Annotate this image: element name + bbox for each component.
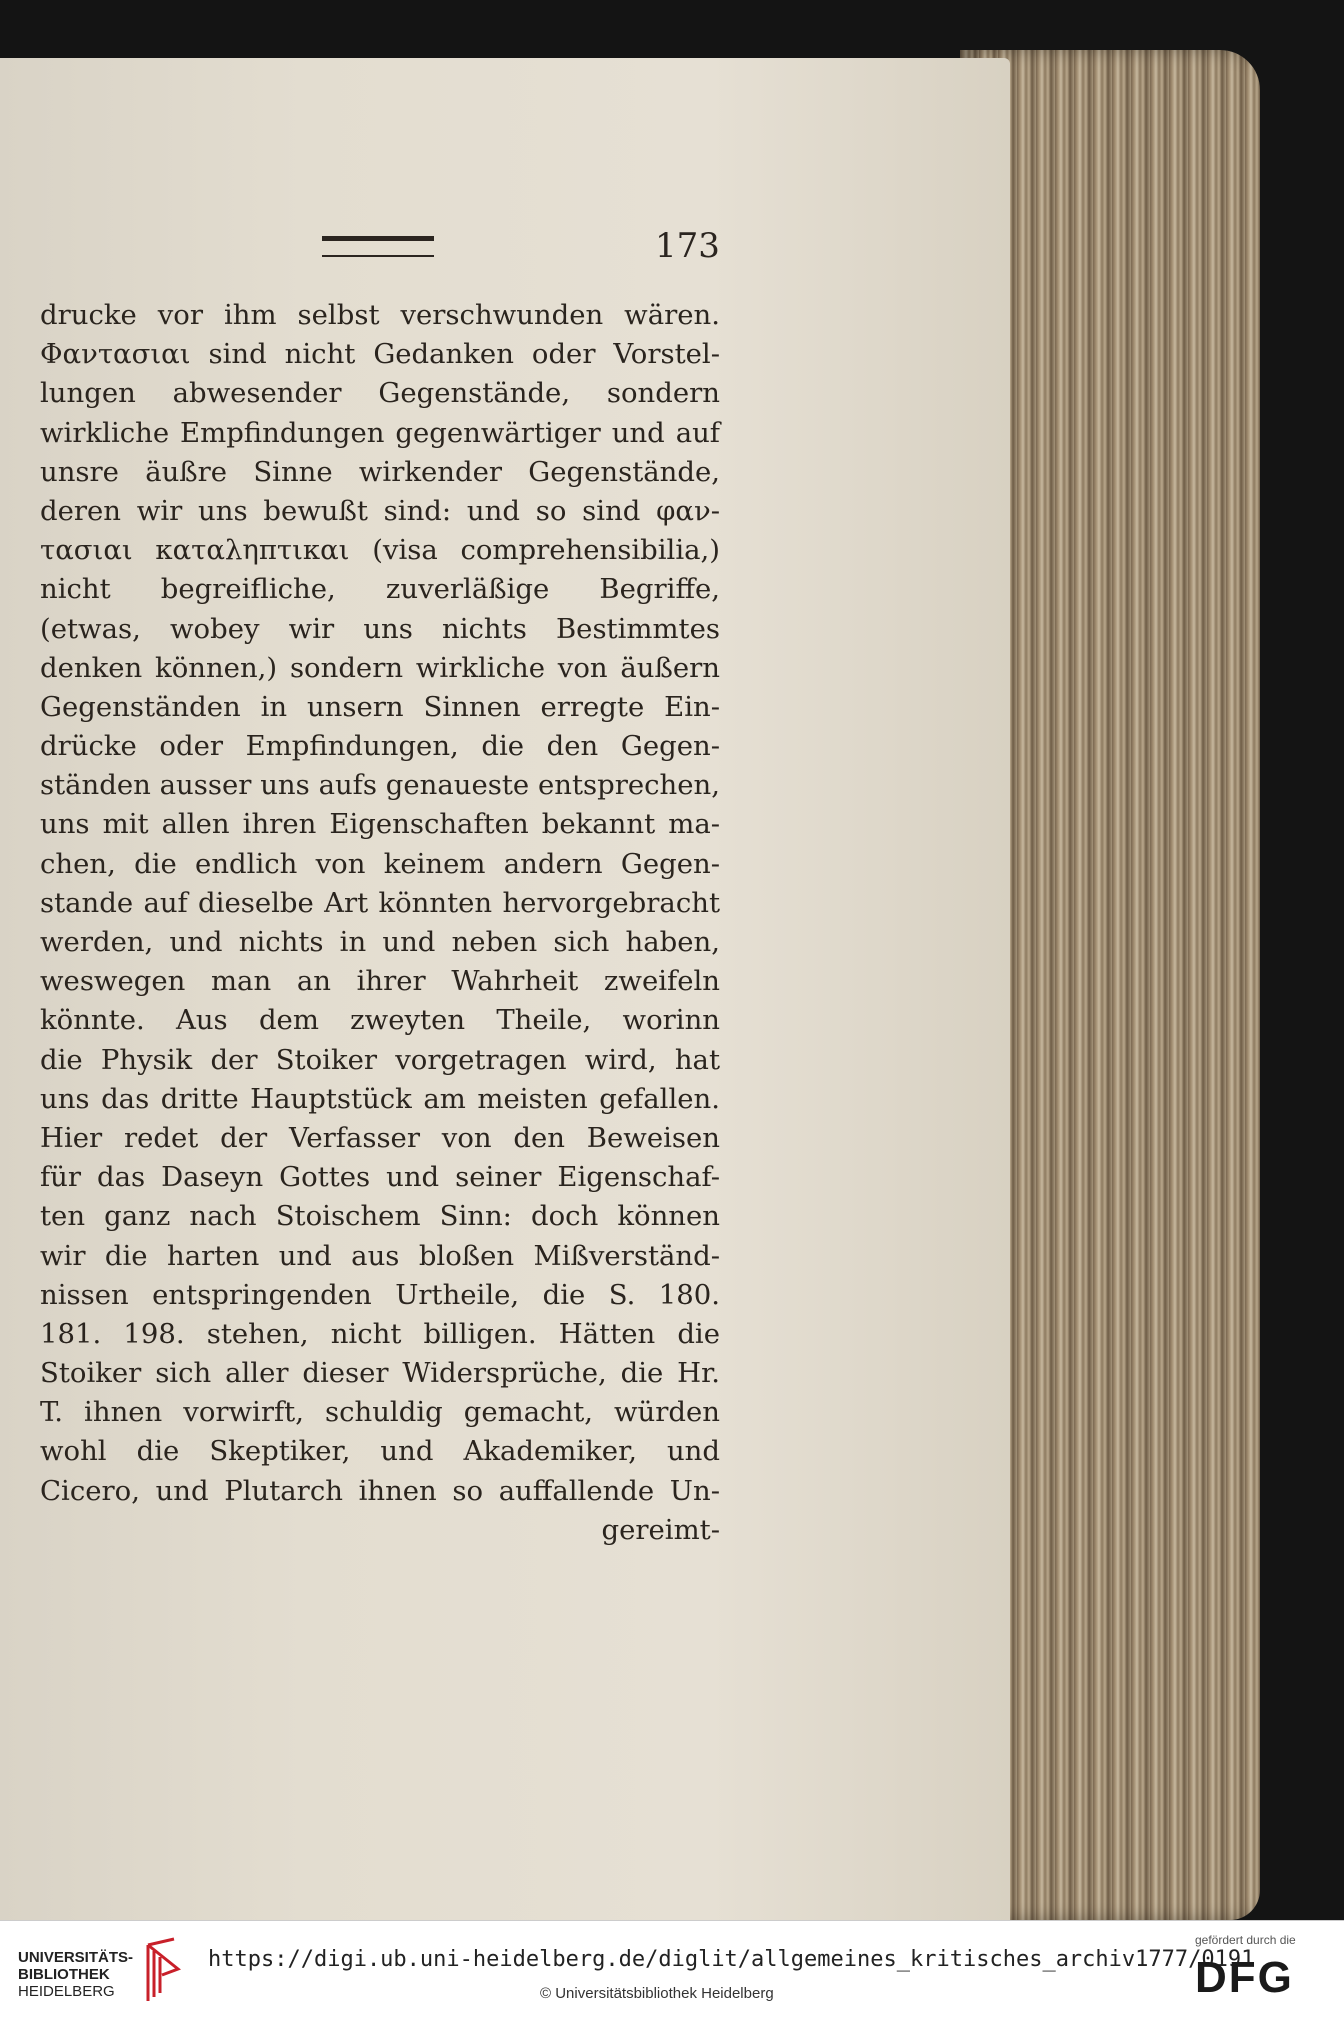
text-line: weswegen man an ihrer Wahrheit zweifeln bbox=[40, 965, 720, 998]
text-line: T. ihnen vorwirft, schuldig gemacht, würden bbox=[40, 1396, 720, 1429]
text-line: könnte. Aus dem zweyten Theile, worinn bbox=[40, 1004, 720, 1037]
text-line: Gegenständen in unsern Sinnen erregte Ein- bbox=[40, 690, 720, 723]
text-line: wirkliche Empfindungen gegenwärtiger und auf bbox=[40, 416, 720, 449]
text-line: Φαντασιαι sind nicht Gedanken oder Vorstel- bbox=[40, 338, 720, 371]
text-line: die Physik der Stoiker vorgetragen wird, hat bbox=[40, 1043, 720, 1076]
text-line: drucke vor ihm selbst verschwunden wären. bbox=[40, 299, 720, 331]
library-logo-icon bbox=[140, 1935, 182, 2005]
text-line: chen, die endlich von keinem andern Gegen- bbox=[40, 847, 720, 880]
library-name-line3: HEIDELBERG bbox=[18, 1983, 115, 2000]
text-line: (etwas, wobey wir uns nichts Bestimmtes bbox=[40, 612, 720, 645]
text-line: ten ganz nach Stoischem Sinn: doch können bbox=[40, 1200, 720, 1233]
funded-by-label: gefördert durch die bbox=[1195, 1933, 1296, 1947]
text-line: gereimt- bbox=[601, 1513, 720, 1546]
text-line: deren wir uns bewußt sind: und so sind φαν- bbox=[40, 494, 720, 527]
text-line: uns das dritte Hauptstück am meisten gefallen. bbox=[40, 1082, 720, 1115]
page-number: 173 bbox=[655, 226, 720, 266]
text-line: drücke oder Empfindungen, die den Gegen- bbox=[40, 730, 720, 763]
library-name bbox=[18, 1949, 133, 2000]
header-rule bbox=[322, 236, 434, 257]
text-line: lungen abwesender Gegenstände, sondern bbox=[40, 377, 720, 410]
text-line: wohl die Skeptiker, und Akademiker, und bbox=[40, 1435, 720, 1468]
text-line: unsre äußre Sinne wirkender Gegenstände, bbox=[40, 455, 720, 488]
text-line: Cicero, und Plutarch ihnen so auffallende Un- bbox=[40, 1474, 720, 1507]
text-line: für das Daseyn Gottes und seiner Eigenschaf- bbox=[40, 1161, 720, 1194]
text-line: 181. 198. stehen, nicht billigen. Hätten die bbox=[40, 1317, 720, 1350]
library-name-line2: BIBLIOTHEK bbox=[18, 1966, 110, 1983]
body-text bbox=[40, 296, 720, 1550]
text-line: uns mit allen ihren Eigenschaften bekannt ma- bbox=[40, 808, 720, 841]
footer bbox=[0, 1920, 1344, 2018]
permalink-url[interactable]: https://digi.ub.uni-heidelberg.de/diglit/allgemeines_kritisches_archiv1777/0191 bbox=[208, 1947, 1255, 1972]
text-line: stande auf dieselbe Art könnten hervorgebracht bbox=[40, 886, 720, 919]
library-name-line1: UNIVERSITÄTS- bbox=[18, 1949, 134, 1966]
text-line: denken können,) sondern wirkliche von äußern bbox=[40, 651, 720, 684]
text-line: nicht begreifliche, zuverläßige Begriffe, bbox=[40, 573, 720, 606]
text-line: τασιαι καταληπτικαι (visa comprehensibilia,) bbox=[40, 534, 720, 567]
text-line: ständen ausser uns aufs genaueste entsprechen, bbox=[40, 769, 720, 802]
text-line: nissen entspringenden Urtheile, die S. 180. bbox=[40, 1278, 720, 1311]
copyright-notice: © Universitätsbibliothek Heidelberg bbox=[540, 1985, 774, 2002]
text-line: werden, und nichts in und neben sich haben, bbox=[40, 926, 720, 958]
text-line: Stoiker sich aller dieser Widersprüche, die Hr. bbox=[40, 1357, 720, 1390]
dfg-logo: DFG bbox=[1195, 1953, 1294, 2002]
text-line: Hier redet der Verfasser von den Beweisen bbox=[40, 1121, 720, 1154]
text-line: wir die harten und aus bloßen Mißverständ- bbox=[40, 1239, 720, 1272]
